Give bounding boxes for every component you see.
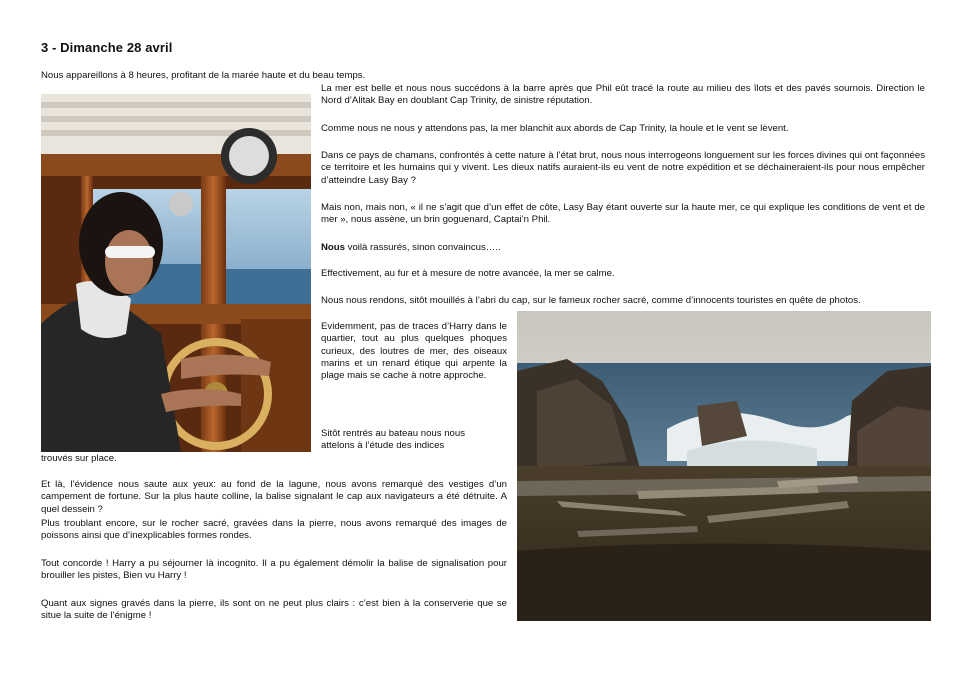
paragraph-reassured-bold: Nous: [321, 242, 345, 253]
photo-rocky-coast: [517, 311, 931, 621]
paragraph-back-line2: attelons à l’étude des indices: [321, 440, 445, 451]
paragraph-back-line1: Sitôt rentrés au bateau nous nous: [321, 428, 466, 439]
paragraph-sea: La mer est belle et nous nous succédons à la barre après que Phil eût tracé la route au milieu des îlots et des pavés sournois. Direction le Nord d’Alitak Bay en doublant Cap Trinity, de sinistre réputation.: [321, 83, 925, 107]
paragraph-signs: Quant aux signes gravés dans la pierre, ils sont on ne peut plus clairs : c’est bien à la conserverie que se situe la suite de l’énigme !: [41, 598, 507, 622]
paragraph-harry: Evidemment, pas de traces d’Harry dans le quartier, tout au plus quelques phoques curieux, des loutres de mer, des oiseaux marins et un renard étique qui arpente la plage mais se cache à notre approche.: [321, 321, 507, 382]
page-title: 3 - Dimanche 28 avril: [41, 40, 173, 55]
paragraph-back-line3: trouvés sur place.: [41, 453, 117, 464]
paragraph-reassured-rest: voilà rassurés, sinon convaincus…..: [344, 242, 501, 253]
paragraph-reassured: [321, 242, 925, 254]
paragraph-troubling: Plus troublant encore, sur le rocher sacré, gravées dans la pierre, nous avons remarqué des images de poissons ainsi que d’inexplicables formes rondes.: [41, 518, 507, 542]
intro-paragraph: Nous appareillons à 8 heures, profitant de la marée haute et du beau temps.: [41, 70, 366, 81]
paragraph-calm: Effectivement, au fur et à mesure de notre avancée, la mer se calme.: [321, 268, 615, 279]
paragraph-captain: Mais non, mais non, « il ne s’agit que d’un effet de côte, Lasy Bay étant ouverte sur la haute mer, ce qui explique les conditions de vent et de mer », nous assène, un brin goguenard, Captai’n Phil.: [321, 202, 925, 226]
paragraph-trinity: Comme nous ne nous y attendons pas, la mer blanchit aux abords de Cap Trinity, la houle et le vent se lèvent.: [321, 123, 789, 134]
paragraph-rock: Nous nous rendons, sitôt mouillés à l’abri du cap, sur le fameux rocher sacré, comme d’innocents touristes en quête de photos.: [321, 295, 861, 306]
photo-woman-at-helm: [41, 94, 311, 452]
paragraph-concord: Tout concorde ! Harry a pu séjourner là incognito. Il a pu également démolir la balise de signalisation pour brouiller les pistes, Bien vu Harry !: [41, 558, 507, 582]
paragraph-evidence: Et là, l’évidence nous saute aux yeux: au fond de la lagune, nous avons remarqué des vestiges d’un campement de fortune. Sur la plus haute colline, la balise signalant le cap aux navigateurs a été détruite. A quel dessein ?: [41, 479, 507, 515]
paragraph-shamans: Dans ce pays de chamans, confrontés à cette nature à l’état brut, nous nous interrogeons longuement sur les forces divines qui ont façonnées ce territoire et les humains qui y vivent. Les dieux natifs auraient-ils eu vent de notre expédition et se déchaineraient-ils pour nous empêcher d’atteindre Lasy Bay ?: [321, 150, 925, 186]
